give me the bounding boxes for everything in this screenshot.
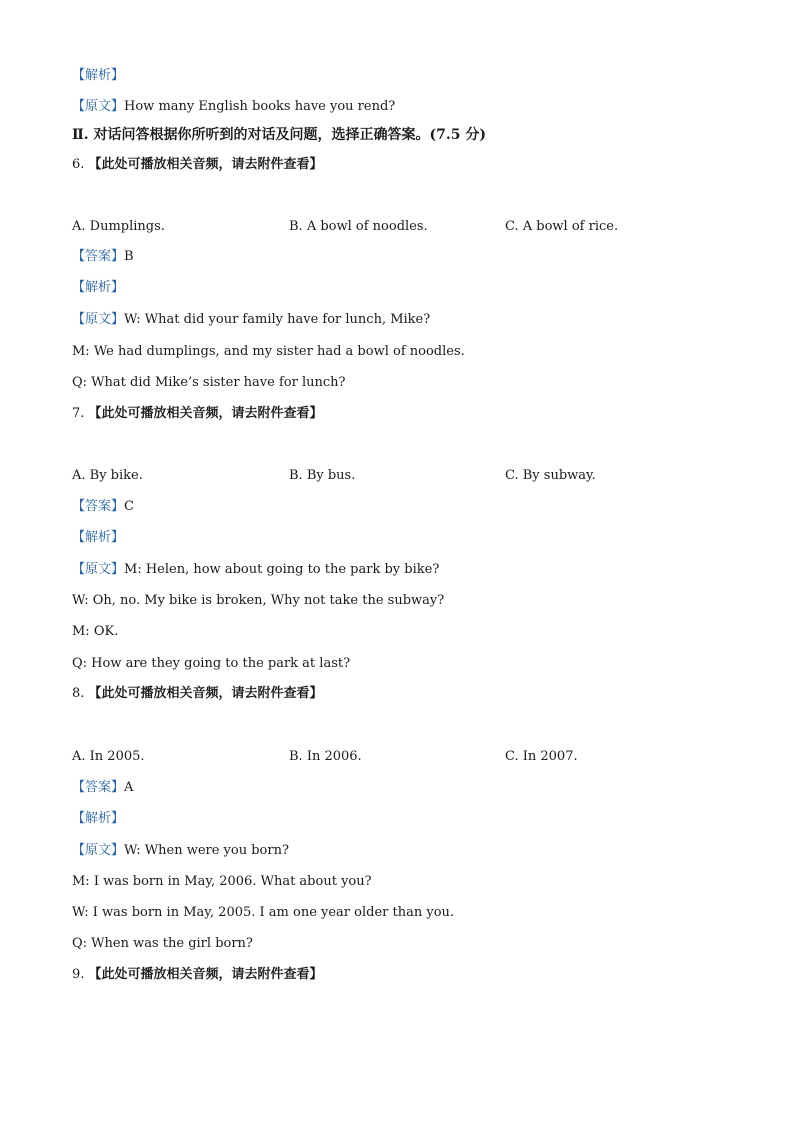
question-8-options [72,749,722,765]
dialogue-line: Q: What did Mike’s sister have for lunch? [72,375,346,390]
dialogue-line: W: What did your family have for lunch, Mike? [124,312,431,327]
audio-note-link[interactable]: 【此处可播放相关音频，请去附件查看】 [88,157,323,172]
original-label: 【原文】 [72,312,125,327]
dialogue-line: W: When were you born? [124,843,289,858]
answer-value: B [124,249,134,264]
question-7-options [72,468,722,484]
audio-note-link[interactable]: 【此处可播放相关音频，请去附件查看】 [88,406,323,421]
original-text: How many English books have you rend? [124,99,396,114]
option-b: B. A bowl of noodles. [289,219,428,234]
question-6-analysis [72,280,124,296]
dialogue-line: M: OK. [72,624,119,639]
question-number: 6. [72,157,85,172]
question-6-answer [72,249,134,265]
dialogue-line: M: Helen, how about going to the park by bike? [124,562,440,577]
dialogue-line: W: I was born in May, 2005. I am one year older than you. [72,905,455,920]
question-7-original [72,562,439,578]
option-a: A. By bike. [72,468,143,483]
analysis-label: 【解析】 [72,280,125,295]
analysis-label: 【解析】 [72,530,125,545]
question-8-header [72,686,323,702]
analysis-label-top [72,68,124,84]
question-7-header [72,406,323,422]
answer-value: A [124,780,134,795]
analysis-label: 【解析】 [72,68,125,83]
question-7-analysis [72,530,124,546]
audio-note-link[interactable]: 【此处可播放相关音频，请去附件查看】 [88,686,323,701]
answer-label: 【答案】 [72,249,125,264]
dialogue-line: W: Oh, no. My bike is broken, Why not take the subway? [72,593,445,608]
dialogue-line: Q: How are they going to the park at last? [72,656,351,671]
dialogue-line: Q: When was the girl born? [72,936,253,951]
section-heading: Ⅱ. 对话问答根据你所听到的对话及问题，选择正确答案。(7.5 分) [72,127,487,143]
dialogue-line: M: We had dumplings, and my sister had a bowl of noodles. [72,344,465,359]
question-8-answer [72,780,133,796]
question-8-analysis [72,811,124,827]
option-c: C. By subway. [505,468,596,483]
original-label: 【原文】 [72,562,125,577]
analysis-label: 【解析】 [72,811,125,826]
question-number: 9. [72,967,85,982]
option-c: C. In 2007. [505,749,578,764]
answer-label: 【答案】 [72,499,125,514]
original-label: 【原文】 [72,99,125,114]
option-a: A. Dumplings. [72,219,165,234]
question-9-header [72,967,323,983]
dialogue-line: M: I was born in May, 2006. What about you? [72,874,372,889]
original-label: 【原文】 [72,843,125,858]
option-a: A. In 2005. [72,749,145,764]
question-number: 8. [72,686,85,701]
question-6-original [72,312,430,328]
answer-value: C [124,499,134,514]
audio-note-link[interactable]: 【此处可播放相关音频，请去附件查看】 [88,967,323,982]
question-8-original [72,843,289,859]
question-7-answer [72,499,134,515]
question-6-options [72,219,722,235]
answer-label: 【答案】 [72,780,125,795]
question-6-header [72,157,323,173]
option-c: C. A bowl of rice. [505,219,619,234]
option-b: B. In 2006. [289,749,362,764]
original-text-top [72,99,395,115]
question-number: 7. [72,406,85,421]
option-b: B. By bus. [289,468,356,483]
